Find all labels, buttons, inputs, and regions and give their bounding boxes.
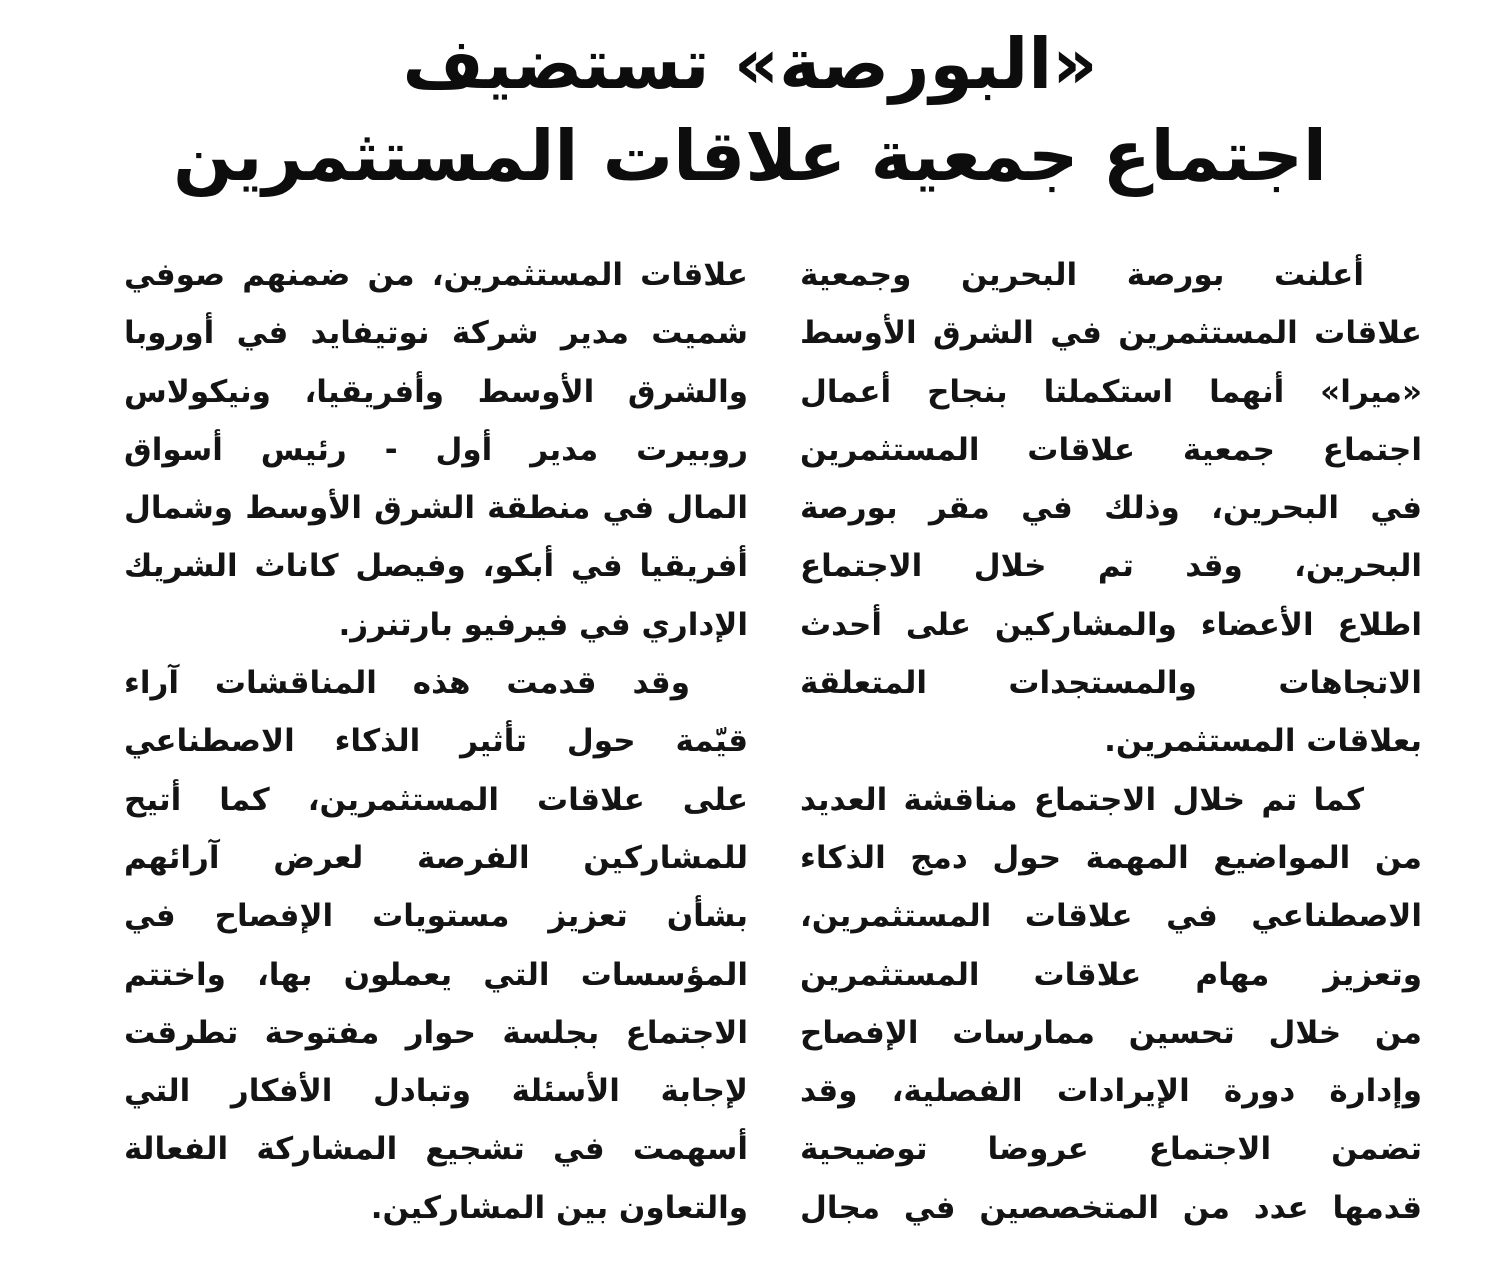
- text-line: من خلال تحسين ممارسات الإفصاح: [800, 1014, 1422, 1051]
- headline-line-2: اجتماع جمعية علاقات المستثمرين: [173, 115, 1327, 197]
- text-line: والتعاون بين المشاركين.: [370, 1189, 748, 1226]
- text-line: الاتجاهات والمستجدات المتعلقة: [800, 665, 1422, 702]
- text-line: وإدارة دورة الإيرادات الفصلية، وقد: [800, 1073, 1422, 1110]
- text-line: في البحرين، وذلك في مقر بورصة: [800, 490, 1422, 527]
- headline-line-1: «البورصة» تستضيف: [402, 23, 1098, 105]
- text-line: البحرين، وقد تم خلال الاجتماع: [800, 548, 1422, 585]
- text-line: روبيرت مدير أول - رئيس أسواق: [124, 431, 748, 468]
- text-line: للمشاركين الفرصة لعرض آرائهم: [124, 839, 748, 876]
- text-line: المؤسسات التي يعملون بها، واختتم: [124, 956, 748, 993]
- text-line: أسهمت في تشجيع المشاركة الفعالة: [124, 1131, 748, 1168]
- text-line: أفريقيا في أبكو، وفيصل كاناث الشريك: [124, 548, 748, 585]
- text-line: بعلاقات المستثمرين.: [1104, 723, 1422, 760]
- text-line: قيّمة حول تأثير الذكاء الاصطناعي: [124, 723, 748, 760]
- text-line: من المواضيع المهمة حول دمج الذكاء: [800, 839, 1422, 876]
- text-line: اطلاع الأعضاء والمشاركين على أحدث: [800, 606, 1422, 643]
- text-line: كما تم خلال الاجتماع مناقشة العديد: [800, 781, 1364, 818]
- text-line: علاقات المستثمرين، من ضمنهم صوفي: [124, 257, 748, 293]
- text-line: اجتماع جمعية علاقات المستثمرين: [800, 431, 1422, 468]
- text-line: والشرق الأوسط وأفريقيا، ونيكولاس: [124, 373, 748, 410]
- article-headline: [140, 18, 1360, 202]
- text-line: «ميرا» أنهما استكملتا بنجاح أعمال: [800, 373, 1422, 410]
- text-line: علاقات المستثمرين في الشرق الأوسط: [800, 315, 1422, 352]
- text-line: وتعزيز مهام علاقات المستثمرين: [800, 956, 1422, 993]
- text-line: شميت مدير شركة نوتيفايد في أوروبا: [124, 315, 748, 352]
- text-line: وقد قدمت هذه المناقشات آراء: [124, 665, 690, 702]
- text-line: قدمها عدد من المتخصصين في مجال: [800, 1189, 1422, 1226]
- text-line: الإداري في فيرفيو بارتنرز.: [338, 606, 748, 643]
- text-line: الاصطناعي في علاقات المستثمرين،: [800, 898, 1422, 935]
- text-line: تضمن الاجتماع عروضا توضيحية: [800, 1131, 1422, 1168]
- text-line: لإجابة الأسئلة وتبادل الأفكار التي: [124, 1073, 748, 1110]
- article-column-right: [800, 246, 1422, 1237]
- text-line: الاجتماع بجلسة حوار مفتوحة تطرقت: [124, 1014, 748, 1051]
- text-line: على علاقات المستثمرين، كما أتيح: [124, 781, 748, 818]
- text-line: أعلنت بورصة البحرين وجمعية: [800, 257, 1364, 293]
- article-column-left: [124, 246, 748, 1237]
- text-line: بشأن تعزيز مستويات الإفصاح في: [124, 898, 748, 935]
- text-line: المال في منطقة الشرق الأوسط وشمال: [124, 490, 748, 527]
